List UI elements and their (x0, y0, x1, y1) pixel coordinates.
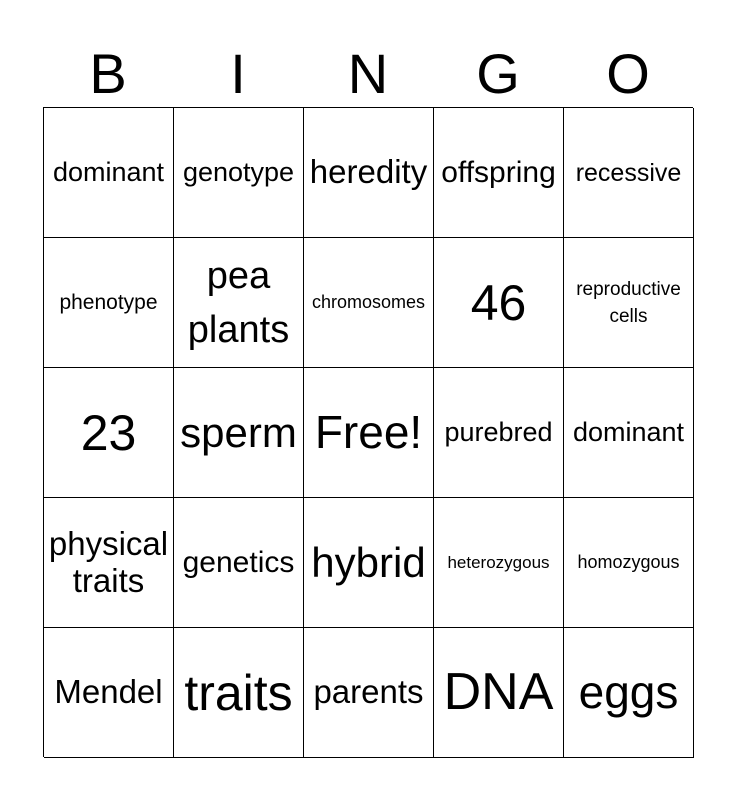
header-letter-o: O (606, 42, 650, 105)
bingo-cell[interactable]: genetics (174, 498, 304, 628)
bingo-cell[interactable]: recessive (564, 108, 694, 238)
bingo-cell[interactable]: traits (174, 628, 304, 758)
bingo-cell[interactable]: Mendel (44, 628, 174, 758)
bingo-cell[interactable]: hybrid (304, 498, 434, 628)
free-space[interactable]: Free! (304, 368, 434, 498)
bingo-cell[interactable]: purebred (434, 368, 564, 498)
bingo-cell[interactable]: genotype (174, 108, 304, 238)
bingo-cell[interactable]: heredity (304, 108, 434, 238)
bingo-cell[interactable]: offspring (434, 108, 564, 238)
bingo-cell[interactable]: eggs (564, 628, 694, 758)
bingo-cell[interactable]: 46 (434, 238, 564, 368)
bingo-cell[interactable]: 23 (44, 368, 174, 498)
bingo-cell[interactable]: dominant (44, 108, 174, 238)
bingo-header (43, 42, 693, 106)
header-letter-g: G (476, 42, 520, 105)
bingo-cell[interactable]: reproductive cells (564, 238, 694, 368)
bingo-cell[interactable]: dominant (564, 368, 694, 498)
bingo-cell[interactable]: sperm (174, 368, 304, 498)
bingo-cell[interactable]: parents (304, 628, 434, 758)
bingo-cell[interactable]: heterozygous (434, 498, 564, 628)
bingo-cell[interactable]: DNA (434, 628, 564, 758)
bingo-cell[interactable]: phenotype (44, 238, 174, 368)
bingo-cell[interactable]: physical traits (44, 498, 174, 628)
bingo-cell[interactable]: pea plants (174, 238, 304, 368)
header-letter-b: B (89, 42, 127, 105)
bingo-cell[interactable]: homozygous (564, 498, 694, 628)
header-letter-n: N (347, 42, 389, 105)
bingo-cell[interactable]: chromosomes (304, 238, 434, 368)
bingo-board (43, 107, 693, 757)
header-letter-i: I (230, 42, 246, 105)
